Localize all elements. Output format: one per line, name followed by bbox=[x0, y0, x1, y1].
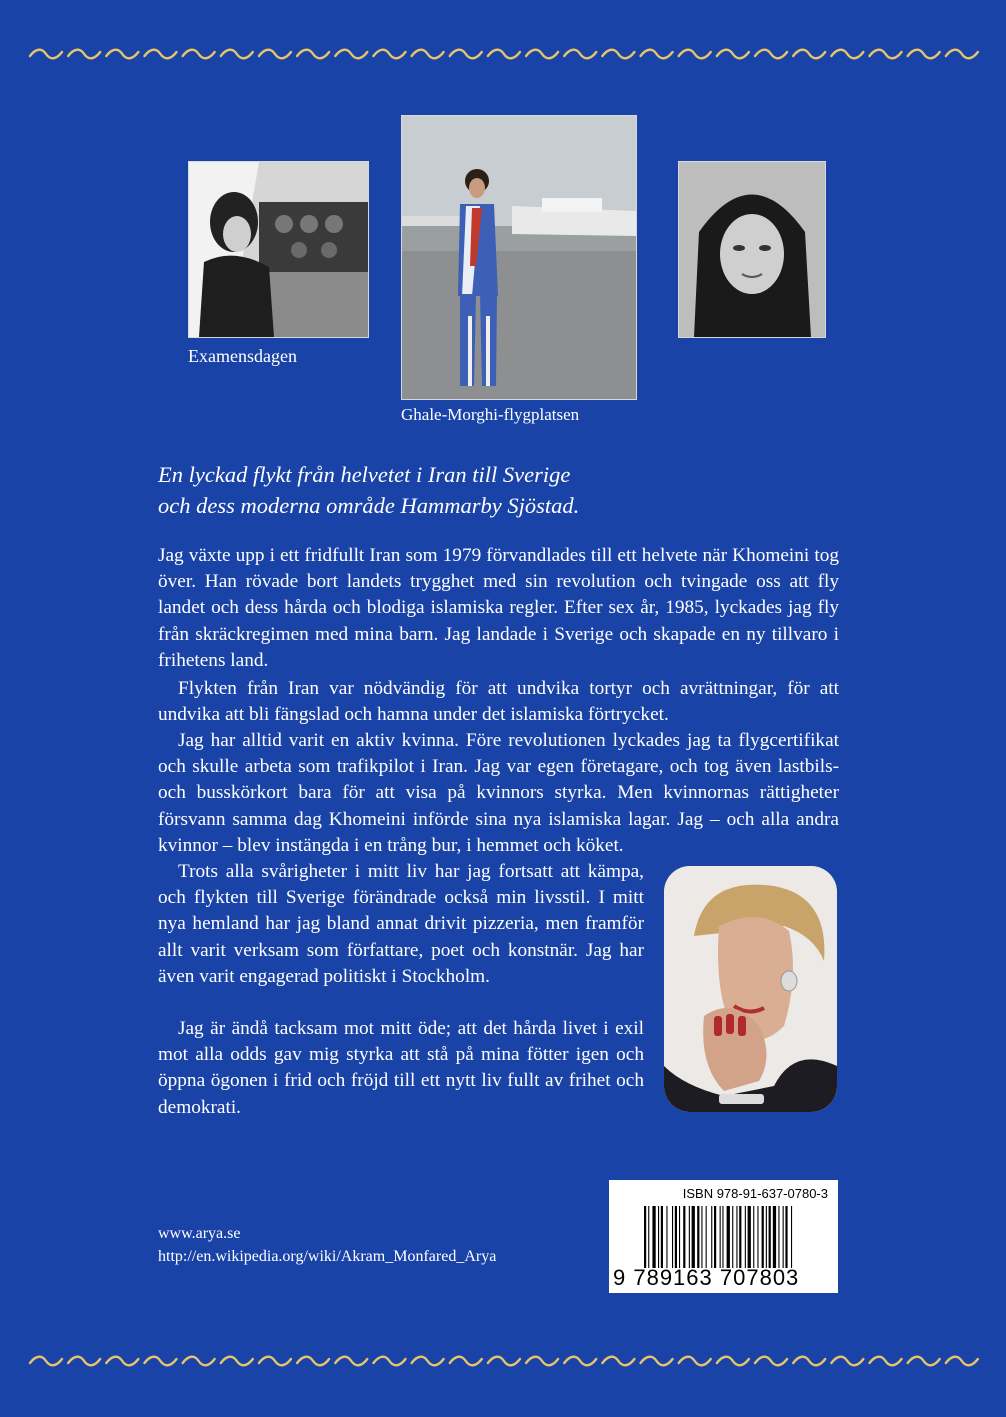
barcode-bar bbox=[666, 1206, 667, 1268]
paragraph-3: Jag har alltid varit en aktiv kvinna. Före revolutionen lyckades jag ta flygcertifikat och skulle arbeta som trafikpilot i Iran. Jag var egen företagare, och tog även lastbils- och busskörkort bara för att visa på kvinnors styrka. Men kvinnornas rättigheter försvann samma dag Khomeini införde sina nya islamiska lagar. Jag – och alla andra kvinnor – blev instängda i en trång bur, i hemmet och köket. bbox=[158, 730, 839, 856]
ornament-swirl bbox=[297, 1357, 329, 1366]
ornament-swirl bbox=[717, 50, 749, 59]
barcode-bar bbox=[706, 1206, 707, 1268]
barcode-bar bbox=[745, 1206, 746, 1268]
barcode-bar bbox=[783, 1206, 784, 1268]
ornament-swirl bbox=[221, 50, 253, 59]
ornament-swirl bbox=[183, 1357, 215, 1366]
ornament-swirl bbox=[793, 50, 825, 59]
barcode-bar bbox=[679, 1206, 680, 1268]
tagline-line-2: och dess moderna område Hammarby Sjöstad. bbox=[158, 493, 580, 518]
ornament-swirls bbox=[26, 1353, 980, 1369]
barcode-bar bbox=[769, 1206, 771, 1268]
website-link[interactable]: www.arya.se bbox=[158, 1225, 241, 1242]
ornament-swirl bbox=[908, 1357, 940, 1366]
ornament-swirl bbox=[335, 50, 367, 59]
ornament-swirl bbox=[526, 50, 558, 59]
barcode-bar bbox=[766, 1206, 767, 1268]
ornament-border-bottom bbox=[26, 1353, 980, 1369]
barcode-bar bbox=[736, 1206, 737, 1268]
barcode-bar bbox=[672, 1206, 673, 1268]
barcode-bar bbox=[739, 1206, 741, 1268]
barcode-bar bbox=[683, 1206, 685, 1268]
barcode-bar bbox=[732, 1206, 733, 1268]
ornament-swirl bbox=[831, 1357, 863, 1366]
ornament-swirl bbox=[68, 1357, 100, 1366]
ornament-swirl bbox=[641, 1357, 673, 1366]
ornament-swirl bbox=[488, 1357, 520, 1366]
ornament-swirl bbox=[412, 1357, 444, 1366]
isbn-barcode bbox=[609, 1180, 838, 1293]
isbn-label: ISBN 978-91-637-0780-3 bbox=[682, 1186, 828, 1201]
ornament-swirl bbox=[564, 1357, 596, 1366]
ornament-swirl bbox=[602, 50, 634, 59]
ornament-swirl bbox=[412, 50, 444, 59]
barcode-bar bbox=[644, 1206, 646, 1268]
barcode-digits: 9 789163 707803 bbox=[613, 1265, 800, 1290]
ornament-swirl bbox=[68, 50, 100, 59]
tagline-line-1: En lyckad flykt från helvetet i Iran till Sverige bbox=[158, 462, 571, 487]
barcode-bar bbox=[692, 1206, 695, 1268]
ornament-swirl bbox=[373, 50, 405, 59]
ornament-swirl bbox=[30, 1357, 62, 1366]
barcode-bar bbox=[762, 1206, 764, 1268]
barcode-bar bbox=[697, 1206, 699, 1268]
ornament-swirl bbox=[335, 1357, 367, 1366]
ornament-swirl bbox=[679, 1357, 711, 1366]
photo-cockpit bbox=[188, 161, 369, 338]
wikipedia-link[interactable]: http://en.wikipedia.org/wiki/Akram_Monfared_Arya bbox=[158, 1248, 497, 1265]
barcode-bar bbox=[785, 1206, 787, 1268]
barcode-bar bbox=[648, 1206, 649, 1268]
paragraph-5: Jag är ändå tacksam mot mitt öde; att det hårda livet i exil mot alla odds gav mig styrka att stå på mina fötter igen och öppna ögonen i frid och fröjd till ett nytt liv fullt av frihet och demokrati. bbox=[158, 1018, 644, 1118]
ornament-swirl bbox=[831, 50, 863, 59]
barcode-bar bbox=[791, 1206, 792, 1268]
paragraph-1: Jag växte upp i ett fridfullt Iran som 1979 förvandlades till ett helvete när Khomeini tog över. Han rövade bort landets trygghet med sin revolution och tvingade oss att fly landet och dess hårda och blodiga islamiska regler. Efter sex år, 1985, lyckades jag fly från skräckregimen med mina barn. Jag landade i Sverige och skapade en ny tillvaro i frihetens land. bbox=[158, 545, 839, 671]
ornament-swirl bbox=[297, 50, 329, 59]
ornament-swirl bbox=[221, 1357, 253, 1366]
ornament-swirl bbox=[908, 50, 940, 59]
paragraph-2: Flykten från Iran var nödvändig för att undvika tortyr och avrättningar, för att undvika att bli fängslad och hamna under det islamiska förtrycket. bbox=[158, 678, 839, 726]
ornament-swirl bbox=[144, 1357, 176, 1366]
barcode-bar bbox=[757, 1206, 758, 1268]
ornament-swirl bbox=[450, 1357, 482, 1366]
ornament-swirl bbox=[144, 50, 176, 59]
ornament-swirl bbox=[755, 50, 787, 59]
links-block bbox=[158, 1222, 496, 1268]
ornament-swirl bbox=[870, 50, 902, 59]
ornament-swirl bbox=[259, 1357, 291, 1366]
barcode-bar bbox=[658, 1206, 659, 1268]
ornament-swirl bbox=[106, 1357, 138, 1366]
ornament-swirl bbox=[602, 1357, 634, 1366]
photo-caption-airfield: Ghale-Morghi-flygplatsen bbox=[401, 405, 580, 424]
ornament-swirl bbox=[450, 50, 482, 59]
barcode-bar bbox=[652, 1206, 655, 1268]
photo-caption-graduation: Examensdagen bbox=[188, 346, 297, 366]
barcode-bar bbox=[714, 1206, 716, 1268]
ornament-border-top bbox=[26, 46, 980, 62]
ornament-swirl bbox=[946, 1357, 978, 1366]
barcode-bar bbox=[701, 1206, 702, 1268]
ornament-swirl bbox=[946, 50, 978, 59]
ornament-swirl bbox=[564, 50, 596, 59]
ornament-swirl bbox=[679, 50, 711, 59]
ornament-swirls bbox=[26, 46, 980, 62]
paragraph-4: Trots alla svårigheter i mitt liv har jag fortsatt att kämpa, och flykten till Sverige förändrade också min livsstil. I mitt nya hemland har jag bland annat drivit pizzeria, men framför allt varit verksam som författare, poet och konstnär. Jag har även varit engagerad politiskt i Stockholm. bbox=[158, 861, 644, 987]
barcode-bar bbox=[778, 1206, 779, 1268]
ornament-swirl bbox=[870, 1357, 902, 1366]
ornament-swirl bbox=[183, 50, 215, 59]
barcode-bar bbox=[727, 1206, 730, 1268]
ornament-swirl bbox=[488, 50, 520, 59]
barcode-bars bbox=[644, 1206, 832, 1268]
photo-runway bbox=[401, 115, 637, 400]
ornament-swirl bbox=[373, 1357, 405, 1366]
ornament-swirl bbox=[793, 1357, 825, 1366]
ornament-swirl bbox=[755, 1357, 787, 1366]
ornament-swirl bbox=[259, 50, 291, 59]
photo-portrait bbox=[678, 161, 826, 338]
barcode-bar bbox=[711, 1206, 712, 1268]
ornament-swirl bbox=[717, 1357, 749, 1366]
ornament-swirl bbox=[641, 50, 673, 59]
barcode-bar bbox=[661, 1206, 663, 1268]
barcode-bar bbox=[689, 1206, 690, 1268]
photo-author bbox=[664, 866, 837, 1112]
barcode-bar bbox=[748, 1206, 751, 1268]
barcode-bar bbox=[753, 1206, 754, 1268]
barcode-bar bbox=[722, 1206, 723, 1268]
barcode-bar bbox=[773, 1206, 776, 1268]
tagline bbox=[158, 459, 678, 521]
ornament-swirl bbox=[526, 1357, 558, 1366]
barcode-bar bbox=[720, 1206, 721, 1268]
ornament-swirl bbox=[30, 50, 62, 59]
ornament-swirl bbox=[106, 50, 138, 59]
barcode-bar bbox=[675, 1206, 677, 1268]
